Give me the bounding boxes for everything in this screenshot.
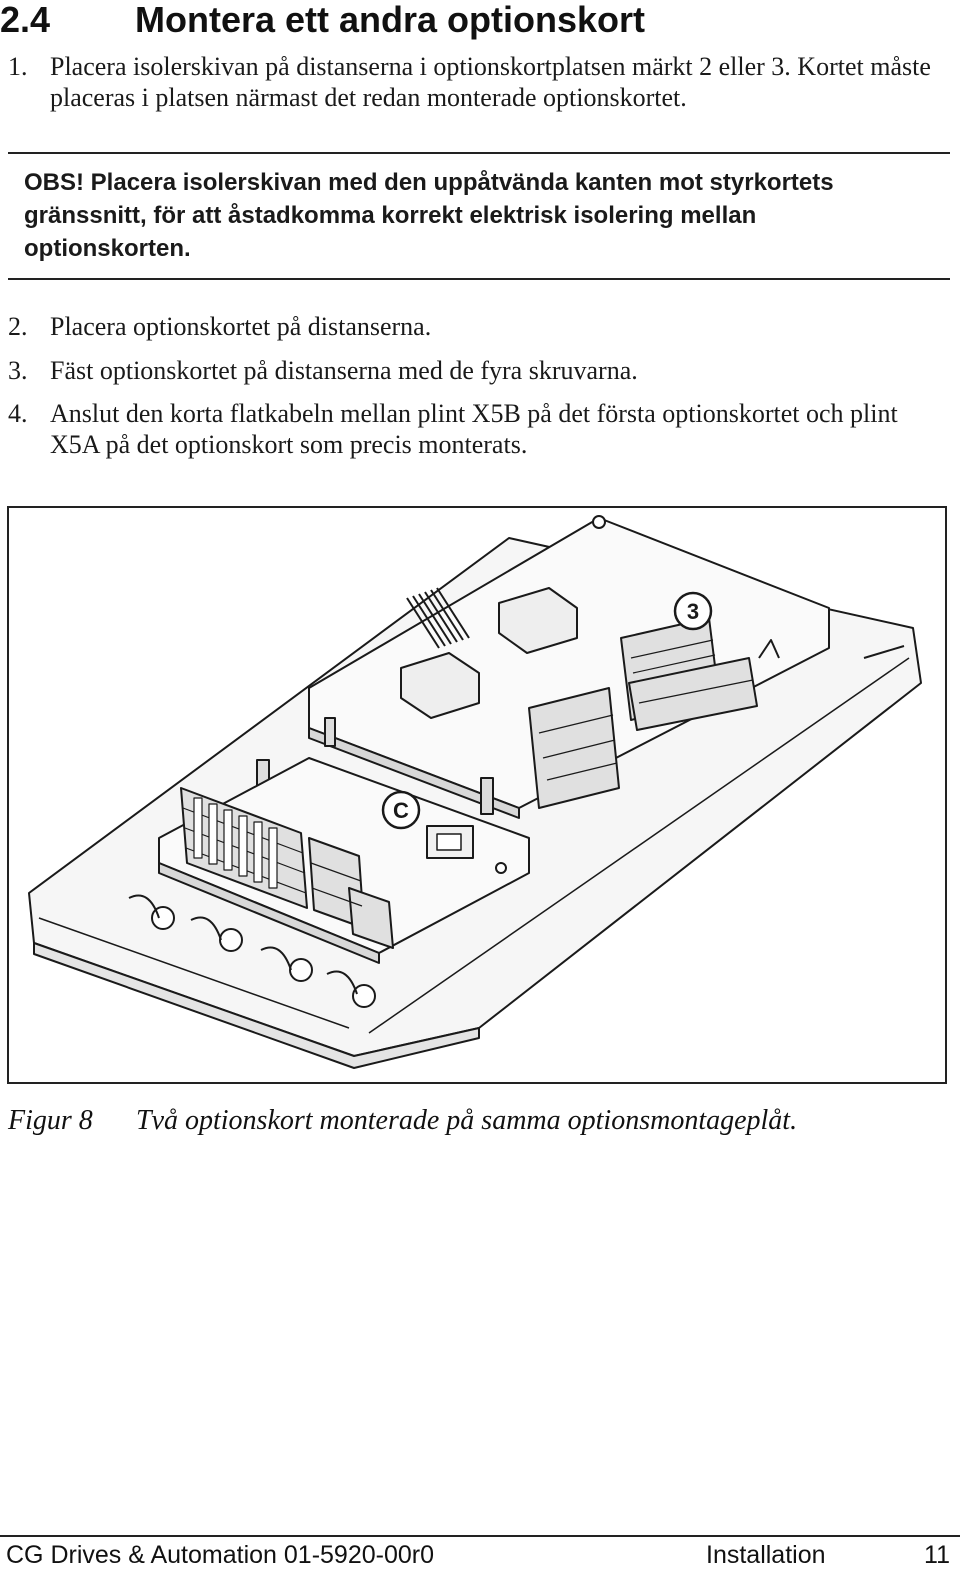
step-number: 2. [8,312,28,341]
slot-c-label: C [393,798,409,823]
figure-caption [8,1104,948,1138]
section-title: Montera ett andra optionskort [135,0,646,40]
footer-page-number: 11 [924,1541,950,1569]
section-number: 2.4 [0,0,51,40]
caption-label: Figur 8 [8,1105,93,1136]
step-text: Placera optionskortet på distanserna. [50,312,432,341]
caption-text: Två optionskort monterade på samma optionsmontageplåt. [136,1105,798,1136]
step-2 [8,311,948,342]
footer-doc-id: CG Drives & Automation 01-5920-00r0 [6,1541,434,1569]
step-1 [8,51,948,113]
step-text: Anslut den korta flatkabeln mellan plint X5B på det första optionskortet och plint X5A på det optionskort som precis monterats. [50,399,898,459]
step-number: 3. [8,356,28,385]
footer-section: Installation [706,1541,826,1569]
step-4 [8,398,948,460]
slot-3-label: 3 [686,599,700,624]
step-text: Placera isolerskivan på distanserna i optionskortplatsen märkt 2 eller 3. Kortet måste placeras i platsen närmast det redan monterade optionskortet. [50,52,931,112]
note-top-rule [8,152,950,154]
note-block: OBS! Placera isolerskivan med den uppåtvända kanten mot styrkortets gränssnitt, för att åstadkomma korrekt elektrisk isolering mellan optionskorten. [24,169,834,262]
step-text: Fäst optionskortet på distanserna med de fyra skruvarna. [50,356,638,385]
option-board-illustration [9,508,945,1082]
note-bottom-rule [8,278,950,280]
step-3 [8,355,948,386]
figure-frame [7,506,947,1084]
step-number: 4. [8,399,28,428]
page-footer [0,1535,960,1571]
step-number: 1. [8,52,28,81]
footer-rule [0,1535,960,1537]
section-heading [0,0,960,40]
